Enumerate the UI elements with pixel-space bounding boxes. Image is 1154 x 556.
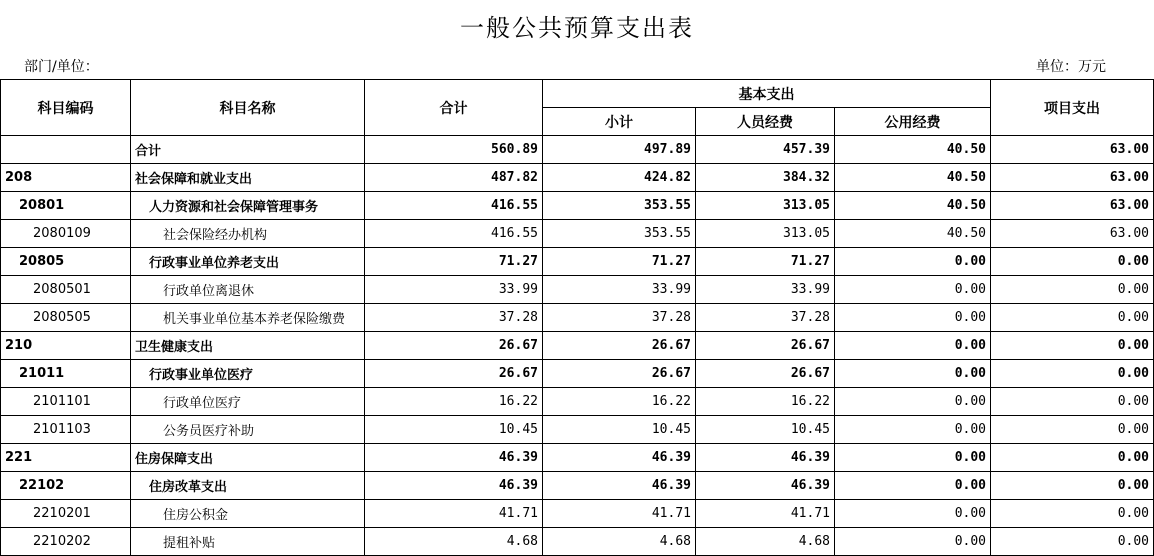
cell-subtotal: 10.45 [543,416,696,444]
cell-personnel: 313.05 [696,220,835,248]
cell-project: 63.00 [991,192,1154,220]
cell-subtotal: 26.67 [543,360,696,388]
cell-code: 20801 [1,192,131,220]
cell-name: 人力资源和社会保障管理事务 [131,192,365,220]
cell-personnel: 384.32 [696,164,835,192]
cell-code: 221 [1,444,131,472]
table-row [1,528,1154,556]
cell-code: 2101103 [1,416,131,444]
cell-total: 26.67 [365,360,543,388]
header-total: 合计 [365,80,543,136]
department-label: 部门/单位： [24,59,99,75]
cell-code: 2080501 [1,276,131,304]
cell-subtotal: 46.39 [543,472,696,500]
header-subtotal: 小计 [543,108,696,136]
cell-total: 4.68 [365,528,543,556]
cell-personnel: 71.27 [696,248,835,276]
cell-total: 41.71 [365,500,543,528]
cell-subtotal: 4.68 [543,528,696,556]
cell-public: 0.00 [835,388,991,416]
header-project: 项目支出 [991,80,1154,136]
cell-name: 卫生健康支出 [131,332,365,360]
cell-project: 0.00 [991,276,1154,304]
header-code: 科目编码 [1,80,131,136]
cell-name: 社会保障和就业支出 [131,164,365,192]
cell-public: 0.00 [835,248,991,276]
cell-total: 46.39 [365,444,543,472]
cell-public: 0.00 [835,528,991,556]
cell-total: 46.39 [365,472,543,500]
header-public: 公用经费 [835,108,991,136]
cell-code: 210 [1,332,131,360]
table-row [1,276,1154,304]
cell-code: 20805 [1,248,131,276]
cell-total: 10.45 [365,416,543,444]
cell-total: 487.82 [365,164,543,192]
cell-name: 提租补贴 [131,528,365,556]
cell-code: 2210202 [1,528,131,556]
page-title: 一般公共预算支出表 [460,14,694,42]
cell-public: 40.50 [835,136,991,164]
cell-project: 0.00 [991,500,1154,528]
cell-code: 2080505 [1,304,131,332]
cell-total: 26.67 [365,332,543,360]
cell-personnel: 33.99 [696,276,835,304]
cell-project: 0.00 [991,388,1154,416]
table-row [1,136,1154,164]
cell-name: 机关事业单位基本养老保险缴费 [131,304,365,332]
cell-personnel: 16.22 [696,388,835,416]
cell-total: 16.22 [365,388,543,416]
cell-personnel: 46.39 [696,444,835,472]
cell-public: 40.50 [835,164,991,192]
cell-project: 0.00 [991,360,1154,388]
table-row [1,304,1154,332]
cell-subtotal: 497.89 [543,136,696,164]
cell-public: 0.00 [835,332,991,360]
unit-label: 单位：万元 [1036,59,1106,75]
cell-subtotal: 353.55 [543,220,696,248]
cell-public: 0.00 [835,304,991,332]
cell-personnel: 46.39 [696,472,835,500]
cell-code: 2080109 [1,220,131,248]
table-row [1,192,1154,220]
cell-subtotal: 37.28 [543,304,696,332]
cell-subtotal: 353.55 [543,192,696,220]
table-row [1,360,1154,388]
cell-subtotal: 71.27 [543,248,696,276]
cell-subtotal: 26.67 [543,332,696,360]
cell-name: 行政单位医疗 [131,388,365,416]
cell-public: 0.00 [835,472,991,500]
table-row [1,444,1154,472]
cell-project: 63.00 [991,220,1154,248]
cell-public: 40.50 [835,192,991,220]
header-row-1 [1,80,1154,108]
cell-subtotal: 16.22 [543,388,696,416]
cell-code: 22102 [1,472,131,500]
table-row [1,248,1154,276]
cell-code [1,136,131,164]
cell-total: 33.99 [365,276,543,304]
cell-code: 2210201 [1,500,131,528]
cell-public: 0.00 [835,416,991,444]
cell-personnel: 313.05 [696,192,835,220]
cell-project: 63.00 [991,164,1154,192]
cell-code: 21011 [1,360,131,388]
cell-subtotal: 33.99 [543,276,696,304]
cell-project: 0.00 [991,332,1154,360]
cell-personnel: 4.68 [696,528,835,556]
table-row [1,388,1154,416]
cell-public: 0.00 [835,444,991,472]
cell-project: 0.00 [991,528,1154,556]
cell-subtotal: 46.39 [543,444,696,472]
budget-table [0,79,1154,556]
table-row [1,164,1154,192]
cell-personnel: 37.28 [696,304,835,332]
cell-name: 住房改革支出 [131,472,365,500]
cell-name: 行政事业单位养老支出 [131,248,365,276]
table-row [1,220,1154,248]
cell-subtotal: 424.82 [543,164,696,192]
cell-personnel: 457.39 [696,136,835,164]
cell-public: 0.00 [835,500,991,528]
cell-personnel: 26.67 [696,332,835,360]
cell-project: 0.00 [991,444,1154,472]
table-row [1,472,1154,500]
table-row [1,500,1154,528]
table-row [1,416,1154,444]
cell-total: 37.28 [365,304,543,332]
cell-total: 71.27 [365,248,543,276]
cell-name: 合计 [131,136,365,164]
cell-name: 行政单位离退休 [131,276,365,304]
cell-personnel: 41.71 [696,500,835,528]
cell-code: 208 [1,164,131,192]
cell-name: 住房公积金 [131,500,365,528]
cell-personnel: 26.67 [696,360,835,388]
header-name: 科目名称 [131,80,365,136]
cell-name: 公务员医疗补助 [131,416,365,444]
cell-public: 0.00 [835,276,991,304]
table-row [1,332,1154,360]
cell-personnel: 10.45 [696,416,835,444]
cell-name: 行政事业单位医疗 [131,360,365,388]
header-basic: 基本支出 [543,80,991,108]
cell-project: 0.00 [991,304,1154,332]
cell-total: 416.55 [365,220,543,248]
cell-total: 416.55 [365,192,543,220]
cell-project: 63.00 [991,136,1154,164]
cell-project: 0.00 [991,472,1154,500]
cell-name: 住房保障支出 [131,444,365,472]
cell-name: 社会保险经办机构 [131,220,365,248]
cell-code: 2101101 [1,388,131,416]
cell-project: 0.00 [991,248,1154,276]
header-personnel: 人员经费 [696,108,835,136]
cell-public: 0.00 [835,360,991,388]
cell-total: 560.89 [365,136,543,164]
cell-project: 0.00 [991,416,1154,444]
cell-subtotal: 41.71 [543,500,696,528]
cell-public: 40.50 [835,220,991,248]
